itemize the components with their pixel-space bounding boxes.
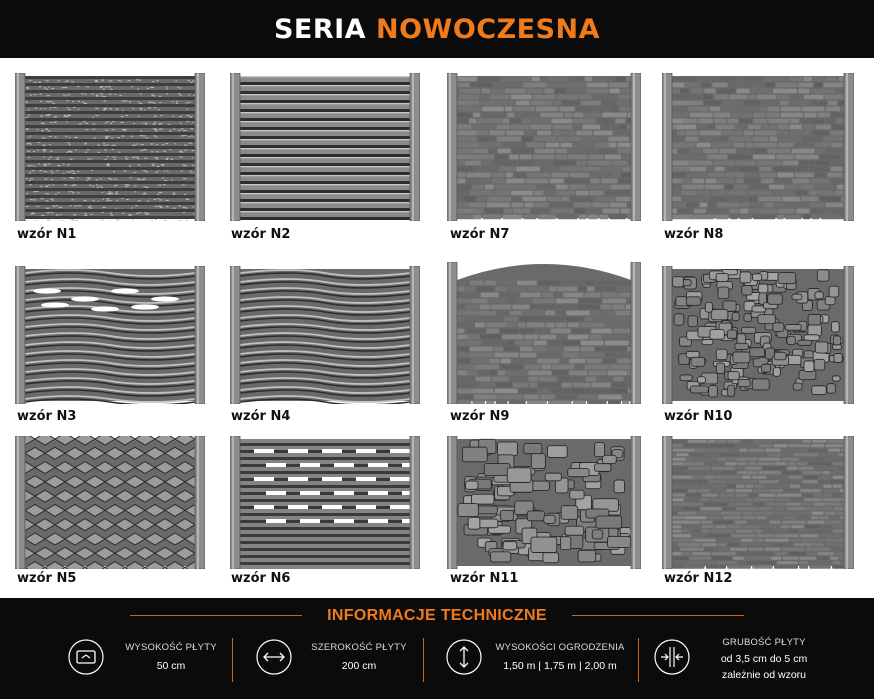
pattern-label: wzór N10: [664, 409, 733, 424]
pattern-n12-image: [662, 436, 854, 569]
pattern-n1-image: [15, 73, 205, 221]
footer-title: INFORMACJE TECHNICZNE: [327, 607, 547, 624]
pattern-n12[interactable]: [662, 436, 854, 569]
spec-label: GRUBOŚĆ PŁYTY: [722, 637, 806, 648]
pattern-label: wzór N7: [450, 227, 510, 242]
spec-label: WYSOKOŚĆ PŁYTY: [125, 642, 217, 653]
pattern-n7-image: [447, 73, 641, 221]
pattern-n11[interactable]: [447, 436, 641, 569]
pattern-n3[interactable]: [15, 266, 205, 404]
technical-info-footer: [0, 598, 874, 699]
pattern-n7[interactable]: [447, 73, 641, 221]
spec-fence-heights: [446, 634, 636, 694]
pattern-n8[interactable]: [662, 73, 854, 221]
pattern-n11-image: [447, 436, 641, 569]
pattern-n2-image: [230, 73, 420, 221]
spec-value: od 3,5 cm do 5 cm: [720, 653, 808, 665]
pattern-label: wzór N6: [231, 571, 291, 586]
pattern-n6-image: [230, 436, 420, 569]
pattern-n2[interactable]: [230, 73, 420, 221]
width-arrows-icon: [256, 639, 292, 675]
spec-label: SZEROKOŚĆ PŁYTY: [311, 642, 407, 653]
panel-height-icon: [68, 639, 104, 675]
pattern-label: wzór N8: [664, 227, 724, 242]
spec-value: 50 cm: [156, 660, 186, 672]
pattern-n8-image: [662, 73, 854, 221]
spec-value-note: zależnie od wzoru: [721, 669, 807, 681]
header-bar: [0, 0, 874, 58]
spec-divider: [232, 638, 233, 682]
pattern-label: wzór N1: [17, 227, 77, 242]
pattern-n3-image: [15, 266, 205, 404]
pattern-n4[interactable]: [230, 266, 420, 404]
pattern-label: wzór N2: [231, 227, 291, 242]
height-arrows-icon: [446, 639, 482, 675]
spec-divider: [638, 638, 639, 682]
pattern-n4-image: [230, 266, 420, 404]
pattern-label: wzór N12: [664, 571, 733, 586]
spec-label: WYSOKOŚCI OGRODZENIA: [495, 642, 625, 653]
pattern-n5-image: [15, 436, 205, 569]
footer-rule-right: [572, 615, 744, 616]
pattern-label: wzór N3: [17, 409, 77, 424]
pattern-label: wzór N5: [17, 571, 77, 586]
spec-panel-thickness: [654, 634, 854, 694]
pattern-n9-image: [447, 262, 641, 404]
pattern-n6[interactable]: [230, 436, 420, 569]
title-accent: NOWOCZESNA: [375, 13, 601, 45]
pattern-label: wzór N11: [450, 571, 519, 586]
pattern-n10[interactable]: [662, 266, 854, 404]
spec-panel-width: [256, 634, 416, 694]
pattern-n9[interactable]: [447, 262, 641, 404]
pattern-n10-image: [662, 266, 854, 404]
page-title: [274, 14, 600, 45]
pattern-n1[interactable]: [15, 73, 205, 221]
spec-divider: [423, 638, 424, 682]
thickness-icon: [654, 639, 690, 675]
spec-value: 200 cm: [341, 660, 377, 672]
spec-value: 1,50 m | 1,75 m | 2,00 m: [503, 660, 617, 672]
title-prefix: SERIA: [273, 13, 367, 45]
pattern-label: wzór N4: [231, 409, 291, 424]
pattern-n5[interactable]: [15, 436, 205, 569]
pattern-label: wzór N9: [450, 409, 510, 424]
spec-panel-height: [68, 634, 228, 694]
